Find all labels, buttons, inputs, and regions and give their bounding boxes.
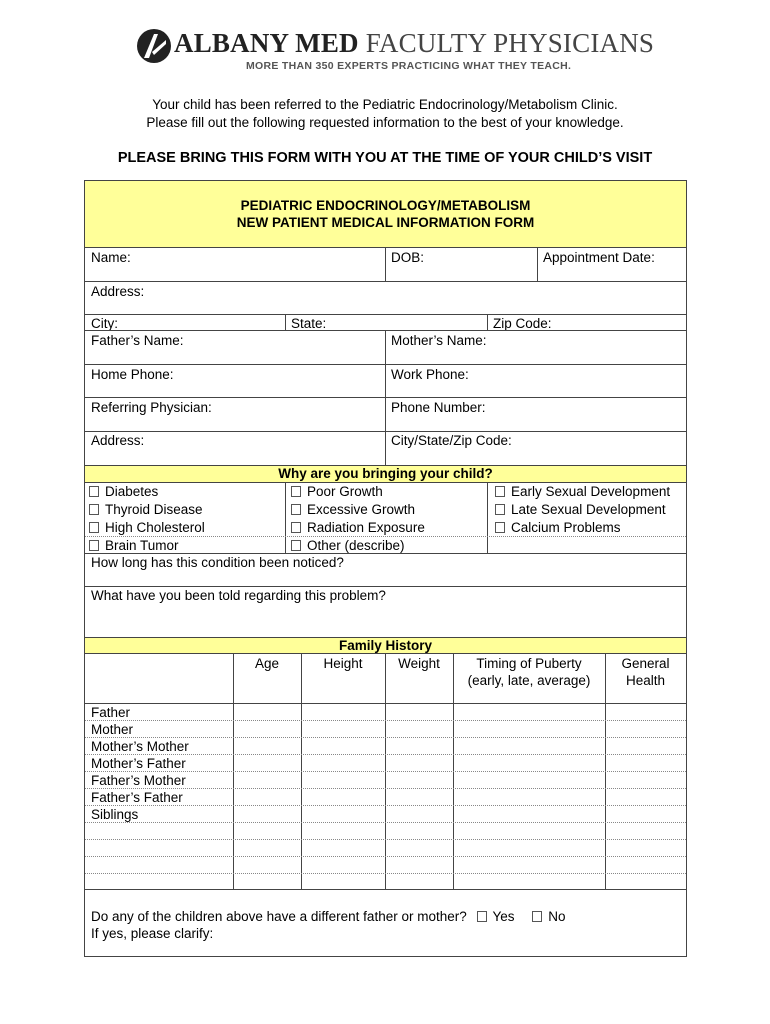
form-title-line-1: PEDIATRIC ENDOCRINOLOGY/METABOLISM [240,198,531,213]
no-option[interactable]: No [548,909,566,924]
reason-label: Calcium Problems [511,520,621,535]
checkbox-icon[interactable] [495,504,505,515]
checkbox-icon[interactable] [291,504,301,515]
reason-calcium-problems[interactable] [495,519,621,536]
reason-diabetes[interactable] [89,483,158,500]
address-field[interactable]: Address: [91,284,145,299]
column-height: Height [323,656,363,671]
checkbox-icon[interactable] [495,522,505,533]
home-phone-field[interactable]: Home Phone: [91,367,174,382]
logo-title-light: FACULTY PHYSICIANS [365,28,655,58]
checkbox-icon[interactable] [495,486,505,497]
checkbox-icon[interactable] [89,486,99,497]
yes-option[interactable]: Yes [492,909,515,924]
told-regarding-problem-field[interactable]: What have you been told regarding this problem? [91,588,386,603]
bring-form-notice: PLEASE BRING THIS FORM WITH YOU AT THE TIME OF YOUR CHILD’S VISIT [117,150,653,166]
checkbox-icon[interactable] [291,486,301,497]
column-age: Age [254,656,280,671]
mothers-name-field[interactable]: Mother’s Name: [391,333,487,348]
checkbox-icon[interactable] [89,540,99,551]
checkbox-icon[interactable] [89,522,99,533]
state-field[interactable]: State: [291,316,327,331]
reason-poor-growth[interactable] [291,483,383,500]
reason-excessive-growth[interactable] [291,501,415,518]
clarify-field[interactable]: If yes, please clarify: [91,926,214,941]
reason-label: Brain Tumor [105,538,179,553]
city-state-zip-field[interactable]: City/State/Zip Code: [391,433,512,448]
reason-label: Early Sexual Development [511,484,671,499]
medical-information-form [84,180,687,957]
reason-high-cholesterol[interactable] [89,519,205,536]
phone-number-field[interactable]: Phone Number: [391,400,486,415]
physician-address-field[interactable]: Address: [91,433,145,448]
dob-field[interactable]: DOB: [391,250,425,265]
different-parent-question: Do any of the children above have a different father or mother? [91,909,467,924]
family-member-mothers-father: Mother’s Father [91,756,186,771]
checkbox-icon[interactable] [291,540,301,551]
logo-title-bold: ALBANY MED [174,28,359,58]
family-member-mothers-mother: Mother’s Mother [91,739,189,754]
name-field[interactable]: Name: [91,250,131,265]
family-member-father: Father [91,705,131,720]
checkbox-icon[interactable] [291,522,301,533]
intro-line-2: Please fill out the following requested information to the best of your knowledge. [146,115,624,130]
different-parent-question-row [91,908,566,925]
reasons-heading: Why are you bringing your child? [278,466,493,481]
family-member-fathers-mother: Father’s Mother [91,773,186,788]
reason-label: Other (describe) [307,538,405,553]
column-general-health-line-1: General [621,656,670,671]
reason-label: High Cholesterol [105,520,205,535]
work-phone-field[interactable]: Work Phone: [391,367,469,382]
family-member-siblings: Siblings [91,807,139,822]
family-history-heading: Family History [338,638,433,653]
reason-other[interactable] [291,537,405,554]
reason-label: Late Sexual Development [511,502,666,517]
reason-label: Thyroid Disease [105,502,203,517]
form-title-line-2: NEW PATIENT MEDICAL INFORMATION FORM [236,215,535,230]
intro-line-1: Your child has been referred to the Pediatric Endocrinology/Metabolism Clinic. [152,97,618,112]
column-weight: Weight [398,656,440,671]
family-member-fathers-father: Father’s Father [91,790,183,805]
referring-physician-field[interactable]: Referring Physician: [91,400,212,415]
family-member-mother: Mother [91,722,134,737]
column-general-health-line-2: Health [625,673,666,688]
condition-duration-field[interactable]: How long has this condition been noticed? [91,555,344,570]
column-puberty-line-2: (early, late, average) [467,673,591,688]
column-puberty-line-1: Timing of Puberty [476,656,582,671]
reason-late-sexual-development[interactable] [495,501,666,518]
appointment-date-field[interactable]: Appointment Date: [543,250,655,265]
reason-label: Diabetes [105,484,159,499]
checkbox-icon[interactable] [532,911,542,922]
zip-code-field[interactable]: Zip Code: [493,316,552,331]
city-field[interactable]: City: [91,316,118,331]
reason-thyroid-disease[interactable] [89,501,203,518]
albany-med-logo-icon [136,28,172,64]
reason-early-sexual-development[interactable] [495,483,670,500]
reason-label: Excessive Growth [307,502,416,517]
logo-tagline: MORE THAN 350 EXPERTS PRACTICING WHAT THEY TEACH. [246,60,572,72]
fathers-name-field[interactable]: Father’s Name: [91,333,184,348]
reason-label: Poor Growth [307,484,383,499]
intro-text [0,96,770,132]
reason-radiation-exposure[interactable] [291,519,425,536]
albany-med-logo [136,26,655,76]
reason-label: Radiation Exposure [307,520,425,535]
checkbox-icon[interactable] [477,911,487,922]
checkbox-icon[interactable] [89,504,99,515]
reason-brain-tumor[interactable] [89,537,179,554]
logo-title [174,28,654,59]
